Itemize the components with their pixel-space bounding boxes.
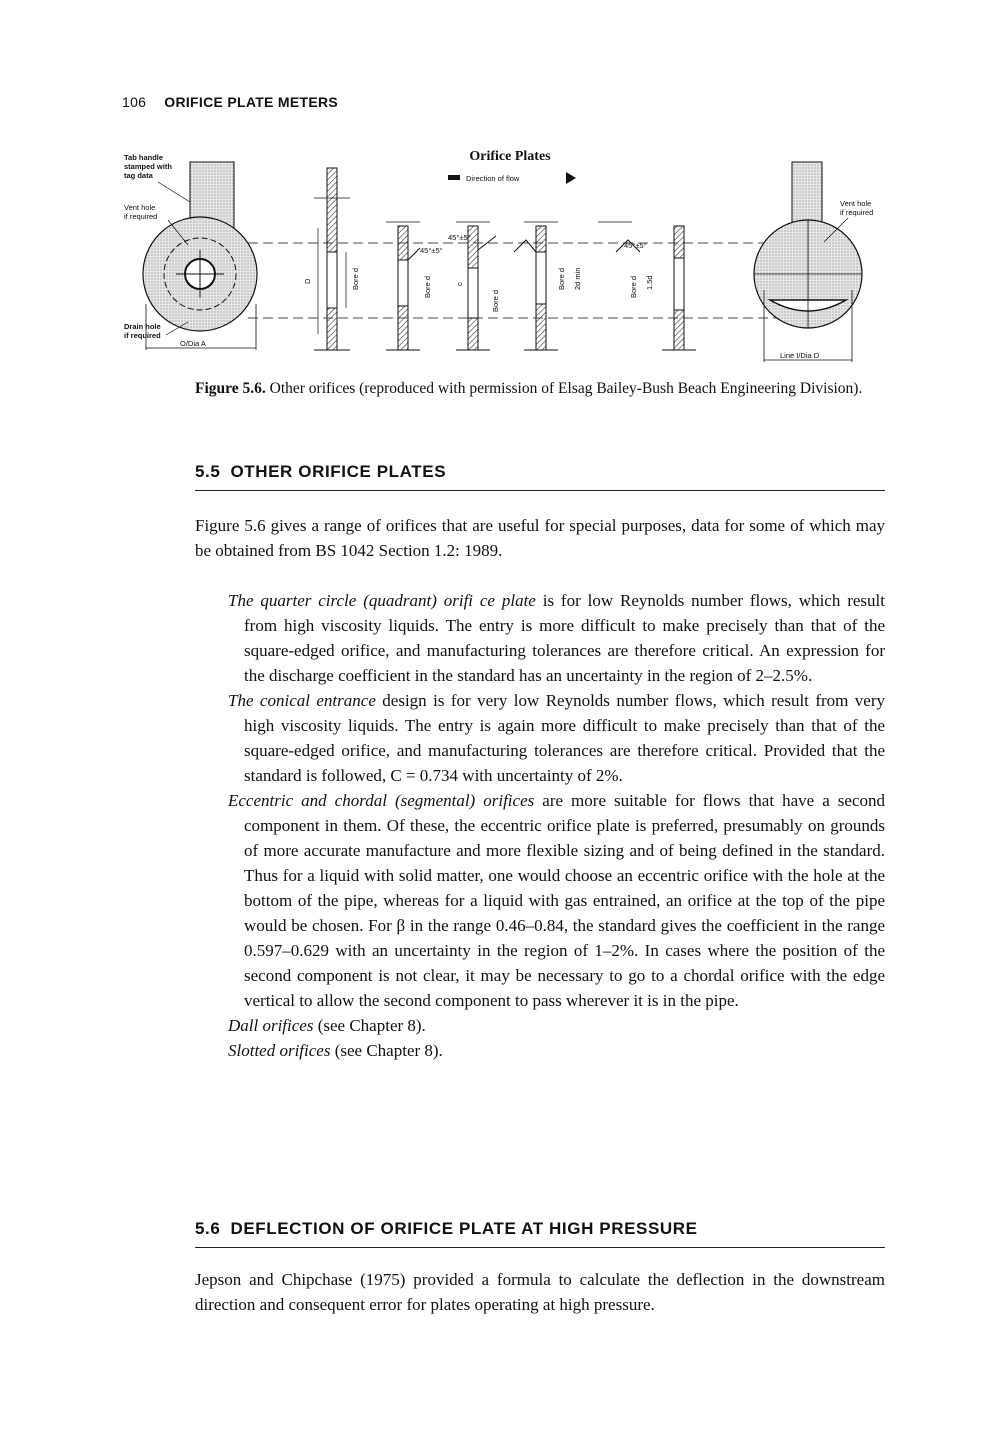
angle-label-3: 45°±5° — [624, 241, 647, 250]
plate-section-2 — [386, 222, 420, 350]
list-item-text: design is for very low Reynolds number flows, which result from very high viscosity liquids. The entry is again more difficult to make precisely than that of the square-edged orifice, and manufacturing tolerances are therefore critical. Provided that the standard is followed, C = 0.734 with uncertainty of 2%. — [244, 691, 886, 785]
list-item-text: is for low Reynolds number flows, which result from high viscosity liquids. The entry is more difficult to make precisely than that of the square-edged orifice, and manufacturing tolerances are therefore critical. An expression for the discharge coefficient in the standard has an uncertainty in the region of 2–2.5%. — [244, 591, 885, 685]
figure-title: Orifice Plates — [469, 149, 551, 164]
list-item-text: (see Chapter 8). — [330, 1041, 443, 1060]
orifice-plates-drawing — [118, 140, 893, 370]
line-dia-label: Line I/Dia D — [780, 351, 820, 360]
vent-hole-right-label: Vent hole if required — [840, 199, 874, 217]
c-label: c — [455, 282, 464, 286]
flow-marker — [448, 175, 460, 180]
bore-label-3: Bore d — [491, 289, 500, 312]
two-d-min-label: 2d min — [573, 267, 582, 290]
running-title: ORIFICE PLATE METERS — [164, 94, 339, 110]
caption-text: Other orifices (reproduced with permission of Elsag Bailey-Bush Beach Engineering Division). — [269, 380, 863, 397]
section-paragraph: Jepson and Chipchase (1975) provided a formula to calculate the deflection in the downstream direction and consequent error for plates operating at high pressure. — [195, 1270, 885, 1314]
one-five-d-label: 1.5d — [645, 275, 654, 290]
list-item — [228, 588, 885, 688]
flow-label: Direction of flow — [466, 174, 520, 183]
caption-label: Figure 5.6. — [195, 380, 266, 397]
section-number: 5.5 — [195, 462, 221, 481]
plate-section-4 — [514, 222, 558, 350]
list-item-term: Slotted orifices — [228, 1041, 331, 1060]
angle-label-2: 45°±5° — [448, 233, 471, 242]
orifice-plates-figure — [118, 140, 893, 370]
section-heading-5-6 — [195, 1219, 885, 1248]
list-item-term: The quarter circle (quadrant) orifi ce plate — [228, 591, 536, 610]
list-item — [228, 1038, 885, 1063]
right-plate-front-view — [754, 162, 862, 362]
drain-hole-label: Drain hole if required — [124, 322, 161, 340]
bore-label-2: Bore d — [423, 275, 432, 298]
list-item-term: Eccentric and chordal (segmental) orifices — [228, 791, 535, 810]
flow-arrow-icon — [566, 172, 576, 184]
list-item — [228, 688, 885, 788]
section-title: OTHER ORIFICE PLATES — [230, 462, 447, 481]
page-number: 106 — [122, 94, 147, 110]
figure-caption — [195, 378, 890, 400]
section-intro-paragraph: Figure 5.6 gives a range of orifices that are useful for special purposes, data for some of which may be obtained from BS 1042 Section 1.2: 1989. — [195, 516, 885, 560]
list-item — [228, 1013, 885, 1038]
bore-label-1: Bore d — [351, 267, 360, 290]
bore-label-4: Bore d — [557, 267, 566, 290]
od-dia-label: O/Dia A — [180, 339, 206, 348]
list-item-text: (see Chapter 8). — [313, 1016, 426, 1035]
bore-label-5: Bore d — [629, 275, 638, 298]
tab-handle-label: Tab handle stamped with tag data — [124, 153, 172, 180]
plate-section-1 — [314, 168, 350, 350]
section-heading-5-5 — [195, 462, 885, 491]
section-title: DEFLECTION OF ORIFICE PLATE AT HIGH PRESSURE — [230, 1219, 698, 1238]
section-number: 5.6 — [195, 1219, 221, 1238]
orifice-types-list — [228, 588, 885, 1063]
angle-label-1: 45°±5° — [420, 246, 443, 255]
vent-hole-left-label: Vent hole if required — [124, 203, 158, 221]
d-label: D — [303, 278, 312, 284]
list-item — [228, 788, 885, 1013]
list-item-term: The conical entrance — [228, 691, 376, 710]
running-header — [122, 94, 338, 110]
list-item-term: Dall orifices — [228, 1016, 314, 1035]
list-item-text: are more suitable for flows that have a second component in them. Of these, the eccentric orifice plate is preferred, presumably on grounds of more accurate manufacture and more flexible sizing and of being defined in the standard. Thus for a liquid with solid matter, one would choose an eccentric orifice with the hole at the bottom of the pipe, whereas for a liquid with gas entrained, an orifice at the top of the pipe would be chosen. For β in the range 0.46–0.84, the standard gives the coefficient in the range 0.597–0.629 with an uncertainty in the region of 1–2%. In cases where the position of the second component is not clear, it may be necessary to go to a chordal orifice with the edge vertical to allow the second component to pass wherever it is in the pipe. — [244, 791, 886, 1010]
